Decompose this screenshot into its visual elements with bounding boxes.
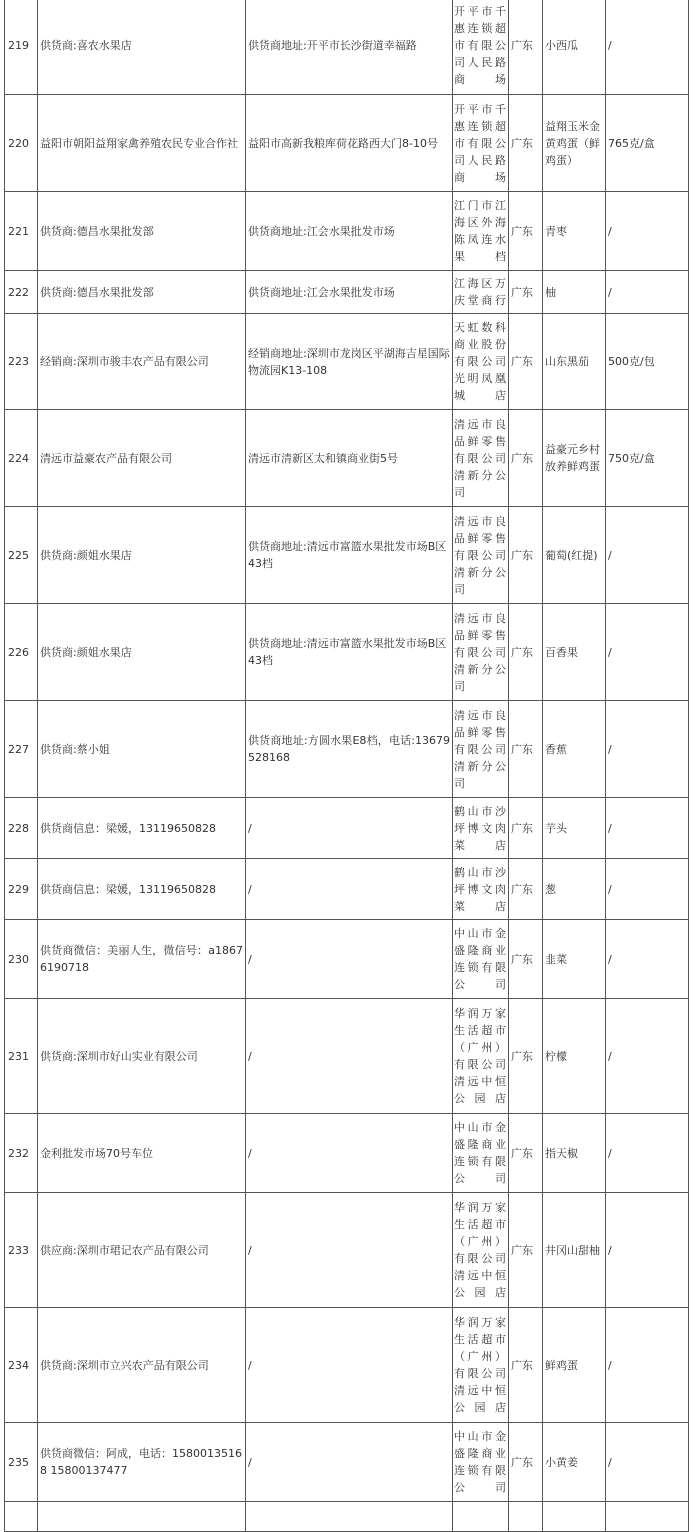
cell-product-name: 柠檬: [543, 999, 606, 1114]
cell-supplier: 供货商:深圳市好山实业有限公司: [38, 999, 246, 1114]
cell-supplier: 供货商微信：阿成，电话：15800135168 15800137477: [38, 1423, 246, 1502]
table-row: [5, 314, 689, 410]
table-row: [5, 920, 689, 999]
cell-supplier: 清远市益豪农产品有限公司: [38, 410, 246, 507]
cell-supplier-address: /: [246, 1308, 453, 1423]
cell-serial-number: 224: [5, 410, 38, 507]
cell-sampled-store: 中山市金盛隆商业连锁有限公司: [453, 920, 509, 999]
cell-province: 广东: [509, 0, 543, 95]
cell-supplier-address: 益阳市高新我粮库荷花路西大门8-10号: [246, 95, 453, 192]
cell-serial-number: 233: [5, 1193, 38, 1308]
table-row: [5, 1502, 689, 1532]
cell-supplier: [38, 1502, 246, 1532]
cell-supplier: 供货商:蔡小姐: [38, 701, 246, 798]
table-row: [5, 507, 689, 604]
cell-sampled-store: 清远市良品鲜零售有限公司清新分公司: [453, 604, 509, 701]
cell-serial-number: 226: [5, 604, 38, 701]
cell-supplier: 供货商信息：梁媛，13119650828: [38, 798, 246, 859]
table-row: [5, 999, 689, 1114]
cell-specification: 765克/盒: [606, 95, 689, 192]
cell-specification: 750克/盒: [606, 410, 689, 507]
cell-specification: /: [606, 0, 689, 95]
cell-serial-number: 222: [5, 271, 38, 314]
cell-supplier-address: /: [246, 999, 453, 1114]
cell-supplier-address: [246, 1502, 453, 1532]
cell-serial-number: 235: [5, 1423, 38, 1502]
cell-specification: /: [606, 192, 689, 271]
cell-supplier-address: 供货商地址:江会水果批发市场: [246, 271, 453, 314]
cell-sampled-store: 开平市千惠连锁超市有限公司人民路商场: [453, 95, 509, 192]
cell-specification: /: [606, 798, 689, 859]
cell-product-name: 青枣: [543, 192, 606, 271]
cell-supplier: 供应商:深圳市珺记农产品有限公司: [38, 1193, 246, 1308]
cell-sampled-store: [453, 1502, 509, 1532]
cell-sampled-store: 中山市金盛隆商业连锁有限公司: [453, 1114, 509, 1193]
cell-supplier: 供货商:深圳市立兴农产品有限公司: [38, 1308, 246, 1423]
cell-province: 广东: [509, 920, 543, 999]
cell-specification: /: [606, 1423, 689, 1502]
cell-supplier: 经销商:深圳市骏丰农产品有限公司: [38, 314, 246, 410]
cell-province: 广东: [509, 271, 543, 314]
table-body: [5, 0, 689, 1532]
cell-specification: [606, 1502, 689, 1532]
cell-product-name: 小黄姜: [543, 1423, 606, 1502]
cell-specification: /: [606, 920, 689, 999]
cell-serial-number: 225: [5, 507, 38, 604]
table-row: [5, 1193, 689, 1308]
cell-supplier: 金利批发市场70号车位: [38, 1114, 246, 1193]
cell-sampled-store: 江海区万庆堂商行: [453, 271, 509, 314]
cell-province: 广东: [509, 798, 543, 859]
cell-sampled-store: 华润万家生活超市（广州）有限公司清远中恒公园店: [453, 1308, 509, 1423]
cell-serial-number: 229: [5, 859, 38, 920]
table-row: [5, 192, 689, 271]
cell-province: 广东: [509, 1114, 543, 1193]
cell-supplier-address: 供货商地址:开平市长沙街道幸福路: [246, 0, 453, 95]
cell-specification: /: [606, 604, 689, 701]
cell-sampled-store: 清远市良品鲜零售有限公司清新分公司: [453, 410, 509, 507]
cell-product-name: 葡萄(红提): [543, 507, 606, 604]
cell-supplier: 供货商:喜农水果店: [38, 0, 246, 95]
table-row: [5, 798, 689, 859]
cell-supplier-address: /: [246, 920, 453, 999]
cell-supplier: 供货商:颜姐水果店: [38, 507, 246, 604]
table-row: [5, 701, 689, 798]
cell-sampled-store: 开平市千惠连锁超市有限公司人民路商场: [453, 0, 509, 95]
cell-sampled-store: 江门市江海区外海陈凤连水果档: [453, 192, 509, 271]
cell-product-name: 井冈山甜柚: [543, 1193, 606, 1308]
cell-province: 广东: [509, 859, 543, 920]
cell-supplier-address: 供货商地址:方圆水果E8档，电话:13679528168: [246, 701, 453, 798]
cell-serial-number: 219: [5, 0, 38, 95]
cell-serial-number: 220: [5, 95, 38, 192]
cell-province: 广东: [509, 192, 543, 271]
cell-specification: 500克/包: [606, 314, 689, 410]
cell-serial-number: 230: [5, 920, 38, 999]
table-row: [5, 1308, 689, 1423]
table-row: [5, 1423, 689, 1502]
cell-specification: /: [606, 999, 689, 1114]
cell-serial-number: 234: [5, 1308, 38, 1423]
cell-product-name: 柚: [543, 271, 606, 314]
cell-sampled-store: 清远市良品鲜零售有限公司清新分公司: [453, 507, 509, 604]
cell-product-name: [543, 1502, 606, 1532]
cell-sampled-store: 清远市良品鲜零售有限公司清新分公司: [453, 701, 509, 798]
cell-province: 广东: [509, 1308, 543, 1423]
cell-supplier: 益阳市朝阳益翔家禽养殖农民专业合作社: [38, 95, 246, 192]
table-row: [5, 410, 689, 507]
cell-serial-number: 227: [5, 701, 38, 798]
cell-product-name: 葱: [543, 859, 606, 920]
cell-supplier-address: 供货商地址:江会水果批发市场: [246, 192, 453, 271]
cell-supplier-address: /: [246, 1114, 453, 1193]
cell-province: 广东: [509, 314, 543, 410]
cell-specification: /: [606, 1114, 689, 1193]
cell-sampled-store: 鹤山市沙坪博文肉菜店: [453, 859, 509, 920]
cell-province: 广东: [509, 604, 543, 701]
cell-product-name: 小西瓜: [543, 0, 606, 95]
cell-supplier-address: 供货商地址:清远市富篮水果批发市场B区43档: [246, 507, 453, 604]
cell-province: [509, 1502, 543, 1532]
cell-supplier-address: /: [246, 798, 453, 859]
cell-province: 广东: [509, 1193, 543, 1308]
cell-specification: /: [606, 271, 689, 314]
cell-specification: /: [606, 1308, 689, 1423]
cell-province: 广东: [509, 701, 543, 798]
cell-serial-number: 221: [5, 192, 38, 271]
cell-product-name: 鲜鸡蛋: [543, 1308, 606, 1423]
cell-supplier: 供货商信息：梁媛，13119650828: [38, 859, 246, 920]
cell-sampled-store: 华润万家生活超市（广州）有限公司清远中恒公园店: [453, 1193, 509, 1308]
table-row: [5, 0, 689, 95]
cell-province: 广东: [509, 507, 543, 604]
cell-product-name: 益豪元乡村放养鲜鸡蛋: [543, 410, 606, 507]
cell-serial-number: 231: [5, 999, 38, 1114]
cell-specification: /: [606, 859, 689, 920]
cell-supplier-address: 清远市清新区太和镇商业街5号: [246, 410, 453, 507]
table-row: [5, 604, 689, 701]
cell-serial-number: 228: [5, 798, 38, 859]
cell-supplier-address: 经销商地址:深圳市龙岗区平湖海吉星国际物流园K13-108: [246, 314, 453, 410]
cell-province: 广东: [509, 410, 543, 507]
cell-product-name: 芋头: [543, 798, 606, 859]
cell-supplier: 供货商:颜姐水果店: [38, 604, 246, 701]
cell-supplier-address: 供货商地址:清远市富篮水果批发市场B区43档: [246, 604, 453, 701]
cell-sampled-store: 华润万家生活超市（广州）有限公司清远中恒公园店: [453, 999, 509, 1114]
cell-province: 广东: [509, 95, 543, 192]
cell-product-name: 韭菜: [543, 920, 606, 999]
cell-sampled-store: 天虹数科商业股份有限公司光明凤凰城店: [453, 314, 509, 410]
cell-serial-number: 223: [5, 314, 38, 410]
table-row: [5, 1114, 689, 1193]
cell-serial-number: [5, 1502, 38, 1532]
table-row: [5, 271, 689, 314]
cell-supplier: 供货商:德昌水果批发部: [38, 271, 246, 314]
cell-specification: /: [606, 1193, 689, 1308]
cell-product-name: 益翔玉米金黄鸡蛋（鲜鸡蛋）: [543, 95, 606, 192]
cell-product-name: 香蕉: [543, 701, 606, 798]
cell-sampled-store: 中山市金盛隆商业连锁有限公司: [453, 1423, 509, 1502]
cell-supplier: 供货商:德昌水果批发部: [38, 192, 246, 271]
table-row: [5, 859, 689, 920]
cell-supplier-address: /: [246, 859, 453, 920]
cell-serial-number: 232: [5, 1114, 38, 1193]
cell-specification: /: [606, 701, 689, 798]
cell-product-name: 山东黑茄: [543, 314, 606, 410]
food-sampling-table: [4, 0, 689, 1532]
cell-province: 广东: [509, 999, 543, 1114]
table-row: [5, 95, 689, 192]
cell-supplier-address: /: [246, 1193, 453, 1308]
cell-product-name: 指天椒: [543, 1114, 606, 1193]
cell-supplier: 供货商微信：美丽人生，微信号：a18676190718: [38, 920, 246, 999]
cell-specification: /: [606, 507, 689, 604]
cell-sampled-store: 鹤山市沙坪博文肉菜店: [453, 798, 509, 859]
cell-product-name: 百香果: [543, 604, 606, 701]
cell-province: 广东: [509, 1423, 543, 1502]
cell-supplier-address: /: [246, 1423, 453, 1502]
